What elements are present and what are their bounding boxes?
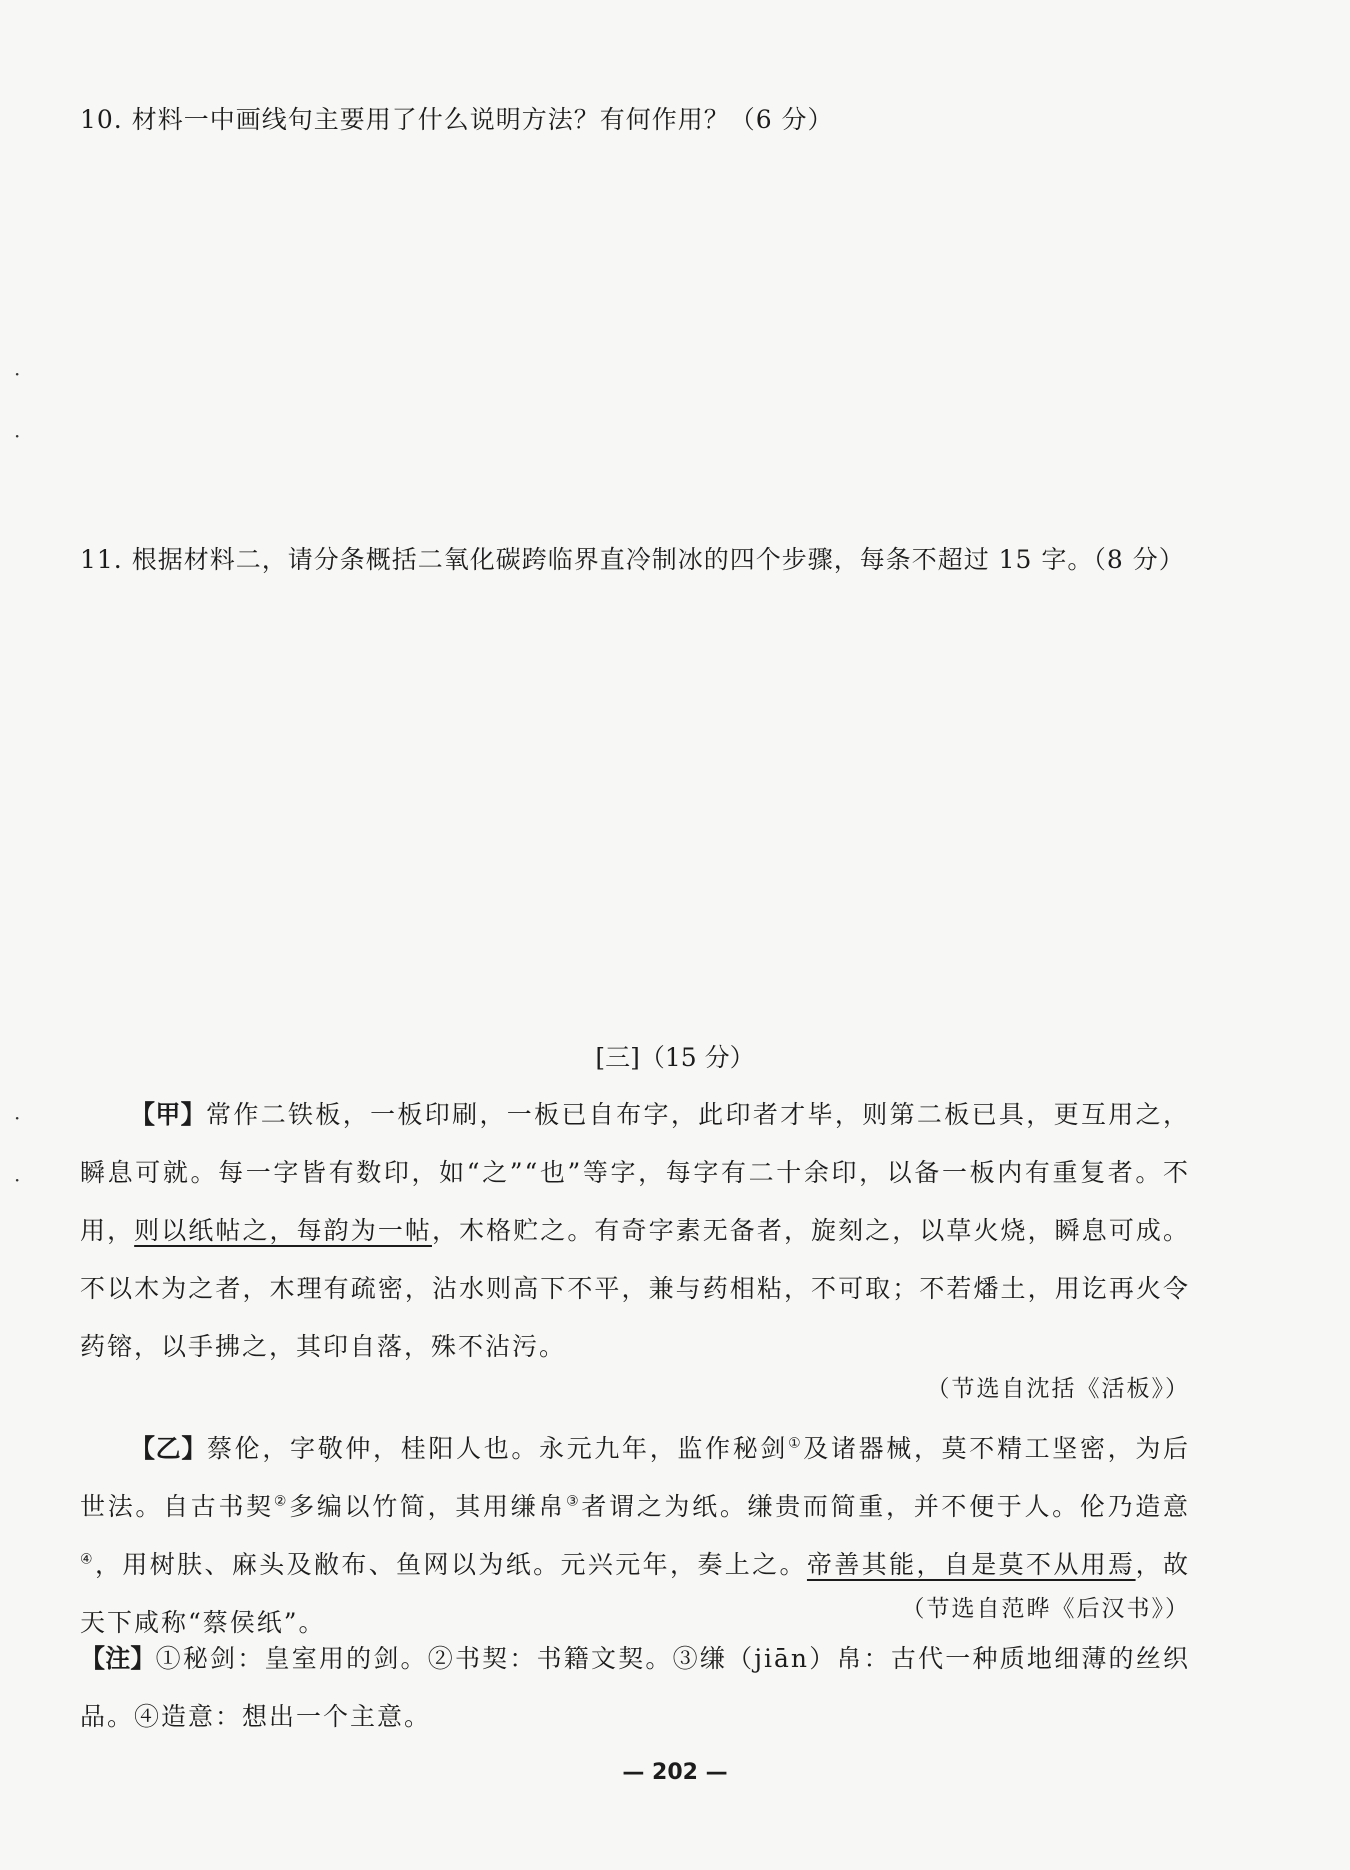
passage-text: ，木格贮之。有奇字素无备者，旋刻之，以草火烧，瞬息可成。不以木为之者，木理有疏密，沾水则高下不平，兼与药相粘，不可取；不若燔土，用讫再火令药镕，以手拂之，其印自落，殊不沾污。 [80,1216,1190,1361]
notes-label: 【注】 [80,1644,156,1673]
footnote-marker: ② [273,1493,290,1510]
question-11: 11. 根据材料二，请分条概括二氧化碳跨临界直冷制冰的四个步骤，每条不超过 15 字。（8 分） [80,545,1185,574]
margin-dot: · [14,1106,21,1130]
passage-text: 常作二铁板，一板印刷，一板已自布字，此印者才毕，则第二板已具，更互用之，瞬息可就。每一字皆有数印，如“之”“也”等字，每字有二十余印，以备一板内有重复者。不用， [80,1100,1190,1245]
underlined-sentence: 则以纸帖之，每韵为一帖 [134,1216,432,1245]
underlined-sentence: 帝善其能，自是莫不从用焉 [806,1550,1136,1579]
footnote-marker: ③ [566,1493,582,1510]
passage-text: 多编以竹简，其用缣帛 [289,1492,567,1521]
passage-jia [80,1086,1190,1376]
page-number: — 202 — [622,1760,728,1785]
passage-label-yi: 【乙】 [130,1434,208,1463]
footnote-marker: ④ [80,1551,95,1568]
margin-dot: · [14,362,21,386]
margin-dot: · [14,424,21,448]
passage-text: ，故天下咸称“蔡侯纸”。 [80,1550,1190,1637]
margin-dot: · [14,1168,21,1192]
annotation-notes [80,1630,1190,1746]
passage-text: 及诸器械，莫不精工坚密，为后世法。自古书契 [80,1434,1190,1521]
source-citation-jia: （节选自沈括《活板》） [926,1376,1190,1402]
passage-text: ，用树肤、麻头及敝布、鱼网以为纸。元兴元年，奏上之。 [94,1550,807,1579]
footnote-marker: ① [788,1435,804,1452]
section-title: [三]（15 分） [595,1043,755,1072]
passage-text: 者谓之为纸。缣贵而简重，并不便于人。伦乃造意 [581,1492,1190,1521]
passage-label-jia: 【甲】 [130,1100,207,1129]
question-10: 10. 材料一中画线句主要用了什么说明方法？有何作用？（6 分） [80,105,834,134]
notes-text: ①秘剑：皇室用的剑。②书契：书籍文契。③缣（jiān）帛：古代一种质地细薄的丝织品。④造意：想出一个主意。 [80,1644,1190,1731]
source-citation-yi: （节选自范晔《后汉书》） [901,1596,1190,1622]
passage-text: 蔡伦，字敬仲，桂阳人也。永元九年，监作秘剑 [207,1434,789,1463]
